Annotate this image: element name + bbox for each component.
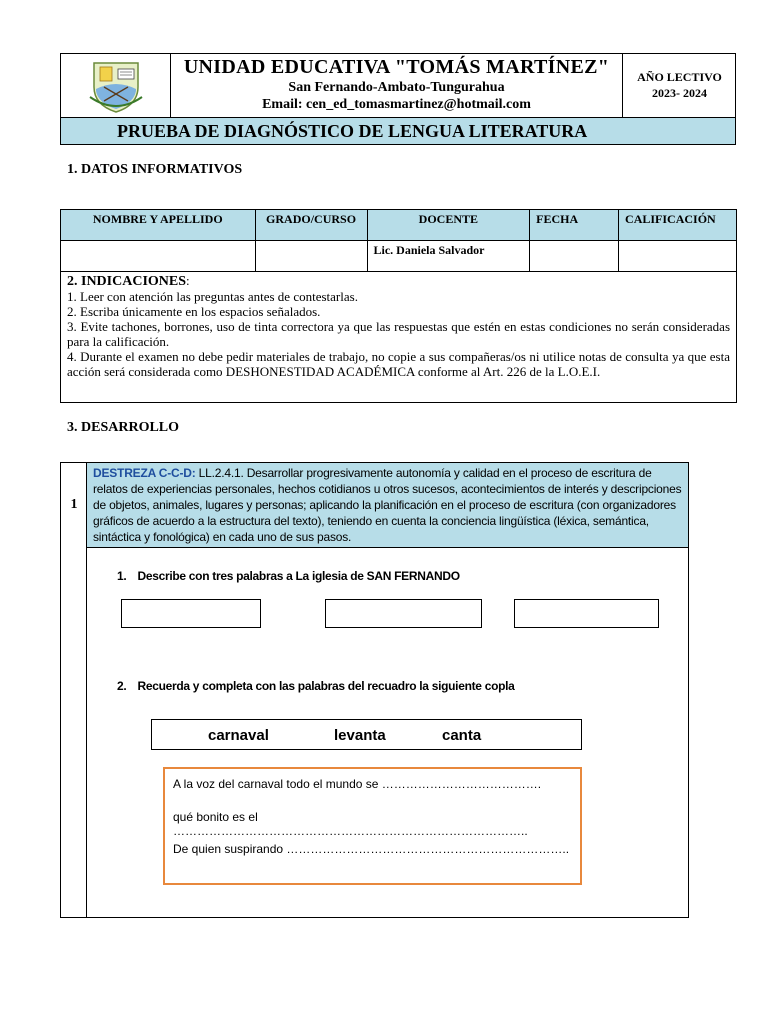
skill-text: LL.2.4.1. Desarrollar progresivamente autonomía y calidad en el proceso de escritura de relatos de experiencias personales, hechos cotidianos u otros sucesos, acontecimientos de interés y descripciones de objetos, animales, lugares y personas; aplicando la planificación en el proceso de escritura (con organizadores gráficos de acuerdo a la estructura del texto), teniendo en cuenta la conciencia lingüística (léxica, semántica, sintáctica y fonológica) en cada uno de sus pasos. [93, 466, 682, 544]
teacher-value: Lic. Daniela Salvador [367, 241, 530, 272]
instruction-item: 1. Leer con atención las preguntas antes de contestarlas. [67, 289, 358, 304]
question-number: 2. [117, 679, 127, 693]
word-bank [151, 719, 582, 750]
answer-box-3[interactable] [514, 599, 659, 628]
school-email: Email: cen_ed_tomasmartinez@hotmail.com [262, 97, 531, 112]
school-header [60, 53, 736, 145]
copla-line[interactable]: qué bonito es el …………………………………………………………………………….. [173, 810, 528, 838]
section-heading-desarrollo: 3. DESARROLLO [67, 420, 180, 435]
column-header: CALIFICACIÓN [619, 210, 737, 241]
answer-box-2[interactable] [325, 599, 482, 628]
column-header: FECHA [530, 210, 619, 241]
answer-box-1[interactable] [121, 599, 261, 628]
instructions-box: 2. INDICACIONES: 1. Leer con atención las preguntas antes de contestarlas. 2. Escriba únicamente en los espacios señalados. 3. Evite tachones, borrones, uso de tinta correctora ya que las respuestas que estén en estas condiciones no serán consideradas para la calificación. 4. Durante el examen no debe pedir materiales de trabajo, no copie a sus compañeras/os ni utilice notas de consulta ya que esta acción será considerada como DESHONESTIDAD ACADÉMICA conforme al Art. 226 de la L.O.E.I. [60, 271, 737, 403]
question-number: 1. [117, 569, 127, 583]
copla-line[interactable]: A la voz del carnaval todo el mundo se …………………………………. [173, 777, 542, 791]
school-logo [86, 57, 146, 115]
skill-label: DESTREZA C-C-D: [93, 466, 196, 480]
question-text: Recuerda y completa con las palabras del recuadro la siguiente copla [137, 679, 515, 693]
logo-cell [61, 54, 171, 117]
word-bank-item: levanta [334, 727, 386, 744]
info-table [60, 209, 737, 272]
instruction-item: 4. Durante el examen no debe pedir materiales de trabajo, no copie a sus compañeras/os ni utilice notas de consulta ya que esta acción será considerada como DESHONESTIDAD ACADÉMICA conforme al Art. 226 de la L.O.E.I. [67, 349, 730, 379]
grade-score-field[interactable] [619, 241, 737, 272]
column-header: GRADO/CURSO [255, 210, 367, 241]
school-title-cell [171, 54, 623, 117]
school-year-cell [623, 54, 736, 117]
info-table-header-row [61, 210, 737, 241]
instruction-item: 2. Escriba únicamente en los espacios señalados. [67, 304, 321, 319]
copla-box [163, 767, 582, 885]
school-location: San Fernando-Ambato-Tungurahua [288, 80, 505, 95]
school-year-label: AÑO LECTIVO [637, 70, 722, 84]
word-bank-item: canta [442, 727, 482, 744]
section-heading-datos: 1. DATOS INFORMATIVOS [67, 162, 243, 177]
name-field[interactable] [61, 241, 256, 272]
question-2 [117, 679, 515, 693]
school-name: UNIDAD EDUCATIVA "TOMÁS MARTÍNEZ" [183, 56, 610, 78]
grade-field[interactable] [255, 241, 367, 272]
skill-description [87, 463, 688, 548]
info-table-row [61, 241, 737, 272]
question-text: Describe con tres palabras a La iglesia de SAN FERNANDO [137, 569, 460, 583]
item-number-column [61, 463, 87, 917]
exam-title: PRUEBA DE DIAGNÓSTICO DE LENGUA LITERATURA [61, 117, 735, 144]
instructions-heading: 2. INDICACIONES [67, 274, 187, 289]
question-1 [117, 569, 460, 583]
instruction-item: 3. Evite tachones, borrones, uso de tinta correctora ya que las respuestas que estén en estas condiciones no serán consideradas para la calificación. [67, 319, 730, 349]
development-box [60, 462, 689, 918]
copla-line[interactable]: De quien suspirando …………………………………………………………….. [173, 842, 570, 856]
school-year-value: 2023- 2024 [652, 86, 707, 100]
date-field[interactable] [530, 241, 619, 272]
column-header: DOCENTE [367, 210, 530, 241]
column-header: NOMBRE Y APELLIDO [61, 210, 256, 241]
item-number: 1 [70, 497, 78, 512]
word-bank-item: carnaval [208, 727, 269, 744]
